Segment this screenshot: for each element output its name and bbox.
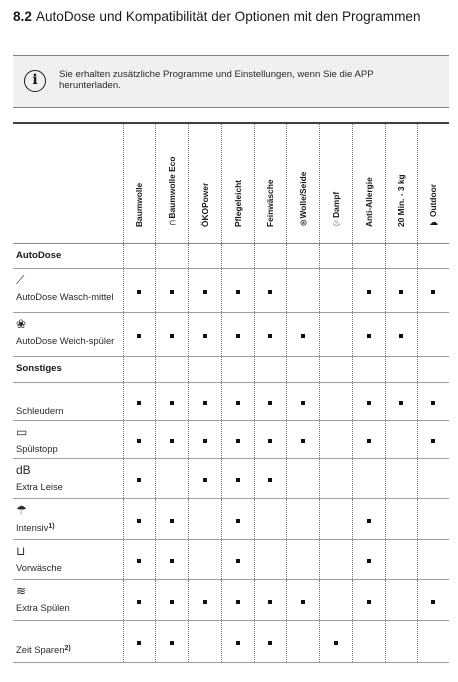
compatible-cell <box>123 268 155 312</box>
empty-cell <box>254 498 286 539</box>
empty-cell <box>417 539 449 579</box>
compatible-cell <box>123 382 155 420</box>
program-header-4 <box>254 123 286 243</box>
compatible-cell <box>417 382 449 420</box>
empty-cell <box>123 356 155 382</box>
option-label <box>16 521 123 534</box>
compatible-cell <box>155 312 188 356</box>
compatible-mark <box>431 290 435 294</box>
option-label <box>16 643 123 656</box>
compatible-cell <box>352 498 385 539</box>
compatible-cell <box>286 312 319 356</box>
compatible-cell <box>188 268 221 312</box>
intensive-shirt-icon: ☂ <box>16 502 27 517</box>
detergent-dose-icon: ⟋ <box>16 272 25 287</box>
program-header-0 <box>123 123 155 243</box>
empty-cell <box>221 243 254 268</box>
section-label: AutoDose <box>13 243 123 268</box>
compatible-cell <box>221 498 254 539</box>
program-header-6 <box>319 123 352 243</box>
compatible-mark <box>137 478 141 482</box>
compatible-mark <box>137 290 141 294</box>
program-name: ÖKOPower <box>199 182 210 227</box>
option-label <box>16 443 123 455</box>
program-header-2 <box>188 123 221 243</box>
compatible-cell <box>155 268 188 312</box>
compatible-cell <box>417 579 449 620</box>
empty-cell <box>319 382 352 420</box>
compatible-cell <box>123 579 155 620</box>
option-cell <box>13 579 123 620</box>
compatible-mark <box>236 559 240 563</box>
compatible-cell <box>352 312 385 356</box>
compatible-mark <box>268 439 272 443</box>
compatible-mark <box>203 600 207 604</box>
compatible-cell <box>352 539 385 579</box>
option-name: Extra Spülen <box>16 601 70 613</box>
compatible-mark <box>137 334 141 338</box>
compatible-mark <box>170 559 174 563</box>
option-cell <box>13 312 123 356</box>
option-name: Schleudern <box>16 404 64 416</box>
compatible-mark <box>203 478 207 482</box>
compatible-mark <box>399 334 403 338</box>
option-name: Intensiv <box>16 521 49 533</box>
empty-cell <box>188 498 221 539</box>
program-header-9 <box>417 123 449 243</box>
empty-cell <box>385 620 417 662</box>
program-label <box>396 174 406 227</box>
compatible-cell <box>417 268 449 312</box>
compatible-mark <box>236 519 240 523</box>
option-cell <box>13 268 123 312</box>
empty-cell <box>155 243 188 268</box>
compatible-mark <box>367 439 371 443</box>
compatible-mark <box>137 401 141 405</box>
softener-flower-icon: ❀ <box>16 316 27 331</box>
compatible-cell <box>221 620 254 662</box>
compatible-cell <box>155 579 188 620</box>
option-row <box>13 579 449 620</box>
option-label <box>16 562 123 574</box>
program-name: Wolle/Seide <box>297 171 308 219</box>
option-name: AutoDose Weich-spüler <box>16 334 115 346</box>
compatible-mark <box>203 401 207 405</box>
outdoor-icon: ☁ <box>429 217 439 227</box>
compatible-mark <box>268 290 272 294</box>
empty-cell <box>286 539 319 579</box>
compatible-mark <box>236 401 240 405</box>
compatible-mark <box>268 334 272 338</box>
compatible-mark <box>367 519 371 523</box>
option-name: Zeit Sparen <box>16 643 65 655</box>
info-text: Sie erhalten zusätzliche Programme und Einstellungen, wenn Sie die APP herunterladen. <box>59 69 374 91</box>
compatible-mark <box>203 290 207 294</box>
compatible-mark <box>399 290 403 294</box>
option-cell <box>13 498 123 539</box>
compatible-cell <box>155 420 188 458</box>
empty-cell <box>385 498 417 539</box>
option-row <box>13 382 449 420</box>
compatible-cell <box>155 498 188 539</box>
compatible-mark <box>268 600 272 604</box>
empty-cell <box>188 356 221 382</box>
compatible-cell <box>254 458 286 498</box>
option-cell <box>13 620 123 662</box>
compatible-mark <box>236 641 240 645</box>
option-row <box>13 312 449 356</box>
compatible-mark <box>367 600 371 604</box>
compatible-mark <box>236 478 240 482</box>
compatible-cell <box>123 420 155 458</box>
compatible-cell <box>188 458 221 498</box>
program-label <box>298 172 309 227</box>
empty-cell <box>319 312 352 356</box>
empty-cell <box>319 356 352 382</box>
section-row <box>13 243 449 268</box>
compatible-mark <box>137 439 141 443</box>
option-cell <box>13 458 123 498</box>
compatible-mark <box>170 519 174 523</box>
rinse-hold-icon: ▭ <box>16 424 28 439</box>
empty-cell <box>385 356 417 382</box>
compatible-cell <box>123 539 155 579</box>
compatible-cell <box>254 579 286 620</box>
empty-cell <box>385 243 417 268</box>
option-cell <box>13 420 123 458</box>
compatible-cell <box>352 579 385 620</box>
compatible-mark <box>236 600 240 604</box>
option-row <box>13 268 449 312</box>
option-label <box>16 335 123 347</box>
empty-cell <box>417 356 449 382</box>
empty-cell <box>286 620 319 662</box>
empty-cell <box>155 458 188 498</box>
empty-cell <box>352 458 385 498</box>
compatible-cell <box>221 579 254 620</box>
compatible-cell <box>221 382 254 420</box>
program-name: Baumwolle Eco <box>166 156 177 219</box>
option-row <box>13 458 449 498</box>
program-header-1 <box>155 123 188 243</box>
compatible-cell <box>123 620 155 662</box>
option-cell <box>13 539 123 579</box>
program-name: Feinwäsche <box>265 179 275 227</box>
compatible-mark <box>367 334 371 338</box>
compatible-mark <box>334 641 338 645</box>
compatible-cell <box>254 382 286 420</box>
program-name: Dampf <box>330 191 341 218</box>
compatible-mark <box>170 334 174 338</box>
compatible-mark <box>301 439 305 443</box>
compatible-mark <box>268 641 272 645</box>
empty-cell <box>417 498 449 539</box>
option-label <box>16 291 123 303</box>
compatible-cell <box>188 312 221 356</box>
empty-cell <box>319 498 352 539</box>
header-corner <box>13 123 123 243</box>
compatible-cell <box>155 382 188 420</box>
compatible-cell <box>221 312 254 356</box>
compatible-cell <box>254 312 286 356</box>
compatible-cell <box>286 420 319 458</box>
section-heading <box>13 9 453 24</box>
compatible-mark <box>431 401 435 405</box>
program-label <box>331 192 342 227</box>
empty-cell <box>319 268 352 312</box>
option-row <box>13 620 449 662</box>
option-row <box>13 420 449 458</box>
program-header-8 <box>385 123 417 243</box>
empty-cell <box>417 458 449 498</box>
compatible-mark <box>137 600 141 604</box>
program-header-3 <box>221 123 254 243</box>
eco-tag-icon: ⊂ <box>168 217 176 228</box>
empty-cell <box>319 539 352 579</box>
empty-cell <box>286 458 319 498</box>
program-name: Anti-Allergie <box>363 177 374 227</box>
program-header-5 <box>286 123 319 243</box>
empty-cell <box>319 579 352 620</box>
program-label <box>265 180 275 227</box>
compatible-mark <box>137 559 141 563</box>
compatible-mark <box>367 290 371 294</box>
empty-cell <box>385 539 417 579</box>
empty-cell <box>286 268 319 312</box>
program-name: Baumwolle <box>134 182 144 227</box>
compatible-cell <box>123 498 155 539</box>
compatible-mark <box>137 641 141 645</box>
empty-cell <box>188 243 221 268</box>
info-box <box>13 55 449 108</box>
program-label <box>200 183 210 227</box>
compatible-mark <box>236 439 240 443</box>
compatible-mark <box>399 401 403 405</box>
program-name: Pflegeleicht <box>232 179 243 227</box>
compatible-mark <box>367 401 371 405</box>
option-name: Vorwäsche <box>16 561 62 573</box>
empty-cell <box>319 420 352 458</box>
prewash-tub-icon: ⊔ <box>16 543 26 558</box>
footnote-marker: 2) <box>64 644 71 652</box>
compatible-cell <box>254 620 286 662</box>
empty-cell <box>319 243 352 268</box>
empty-cell <box>385 420 417 458</box>
wool-ball-icon: ⊛ <box>299 217 307 228</box>
info-icon: i <box>24 70 46 92</box>
option-cell <box>13 382 123 420</box>
program-name: 20 Min. - 3 kg <box>396 174 406 227</box>
empty-cell <box>188 539 221 579</box>
compatible-cell <box>221 420 254 458</box>
compatible-cell <box>352 420 385 458</box>
empty-cell <box>352 243 385 268</box>
compatible-cell <box>254 268 286 312</box>
compatible-mark <box>236 290 240 294</box>
compatible-mark <box>170 290 174 294</box>
compatible-cell <box>221 539 254 579</box>
empty-cell <box>221 356 254 382</box>
program-label <box>428 184 439 227</box>
steam-icon: ♨ <box>331 217 341 228</box>
empty-cell <box>286 356 319 382</box>
empty-cell <box>385 458 417 498</box>
section-number: 8.2 <box>13 9 32 24</box>
empty-cell <box>352 620 385 662</box>
option-label <box>16 481 123 493</box>
footnote-marker: 1) <box>48 522 55 530</box>
empty-cell <box>155 356 188 382</box>
compatible-cell <box>188 382 221 420</box>
compatible-mark <box>203 439 207 443</box>
compatible-mark <box>236 334 240 338</box>
program-name: Outdoor <box>428 183 439 217</box>
compatible-cell <box>417 420 449 458</box>
compatible-cell <box>352 268 385 312</box>
compatible-cell <box>286 382 319 420</box>
compatible-mark <box>301 334 305 338</box>
extra-quiet-db-icon: dB <box>16 462 31 477</box>
empty-cell <box>385 579 417 620</box>
option-name: Spülstopp <box>16 442 58 454</box>
program-header-7 <box>352 123 385 243</box>
compatible-mark <box>301 401 305 405</box>
compatible-cell <box>385 382 417 420</box>
compatible-mark <box>170 439 174 443</box>
compatible-cell <box>188 579 221 620</box>
program-label <box>364 177 374 227</box>
compatible-cell <box>155 620 188 662</box>
compatible-cell <box>319 620 352 662</box>
program-label <box>167 157 178 227</box>
section-title: AutoDose und Kompatibilität der Optionen mit den Programmen <box>35 9 421 24</box>
compatible-cell <box>286 579 319 620</box>
empty-cell <box>417 312 449 356</box>
compatible-mark <box>367 559 371 563</box>
compatible-cell <box>123 312 155 356</box>
compatible-cell <box>221 458 254 498</box>
option-name: Extra Leise <box>16 480 63 492</box>
compatible-mark <box>170 641 174 645</box>
compatible-cell <box>188 420 221 458</box>
empty-cell <box>123 243 155 268</box>
compatible-cell <box>352 382 385 420</box>
empty-cell <box>286 498 319 539</box>
compatible-cell <box>123 458 155 498</box>
empty-cell <box>254 356 286 382</box>
compatible-mark <box>137 519 141 523</box>
empty-cell <box>254 539 286 579</box>
compatible-mark <box>431 439 435 443</box>
compatible-mark <box>203 334 207 338</box>
compatible-mark <box>268 478 272 482</box>
empty-cell <box>319 458 352 498</box>
program-label <box>134 183 144 227</box>
option-row <box>13 498 449 539</box>
compatible-mark <box>268 401 272 405</box>
compatible-cell <box>385 268 417 312</box>
compatible-cell <box>155 539 188 579</box>
option-label <box>16 602 123 614</box>
compatible-cell <box>221 268 254 312</box>
empty-cell <box>417 620 449 662</box>
empty-cell <box>352 356 385 382</box>
compatibility-table <box>13 122 449 663</box>
section-row <box>13 356 449 382</box>
section-label: Sonstiges <box>13 356 123 382</box>
compatible-mark <box>431 600 435 604</box>
program-label <box>233 180 243 227</box>
program-header-row <box>13 123 449 243</box>
empty-cell <box>286 243 319 268</box>
compatible-mark <box>170 600 174 604</box>
option-name: AutoDose Wasch-mittel <box>16 290 114 302</box>
compatible-cell <box>254 420 286 458</box>
empty-cell <box>417 243 449 268</box>
compatible-mark <box>301 600 305 604</box>
option-row <box>13 539 449 579</box>
table-body <box>13 243 449 662</box>
empty-cell <box>254 243 286 268</box>
compatible-cell <box>385 312 417 356</box>
empty-cell <box>188 620 221 662</box>
extra-rinse-icon: ≋ <box>16 583 27 598</box>
compatible-mark <box>170 401 174 405</box>
option-label <box>16 405 123 417</box>
